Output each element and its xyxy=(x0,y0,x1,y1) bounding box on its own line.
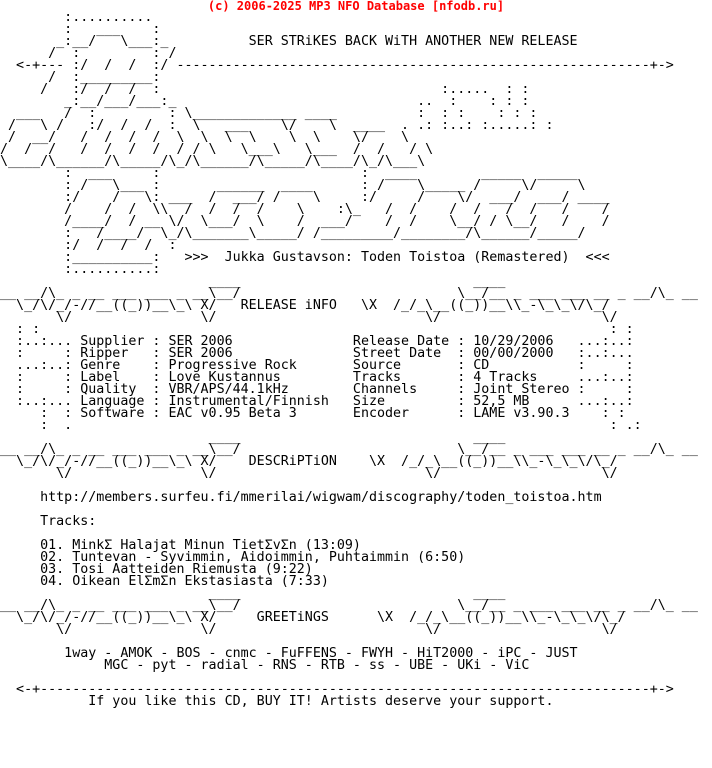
nfo-line: : : : : xyxy=(0,322,634,337)
nfo-line: ____ ____ xyxy=(0,586,506,601)
nfo-line: : ___ : : ____ _____ _____ xyxy=(0,166,578,181)
nfo-line: / :_________: xyxy=(0,70,161,85)
nfo-line: / :/ / / : :..... : : xyxy=(0,82,530,97)
nfo-line: __ __/\_ _ __ ___ ___ _ __\__/ \__/__ _ ___ ___ __ _ __/\_ __ xyxy=(0,598,698,613)
nfo-line: 02. Tuntevan - Syvimmin, Aidoimmin, Puhtaimmin (6:50) xyxy=(0,550,466,565)
nfo-line: \_/\/_/-//__((_))__\_\ X/ RELEASE iNFO \X /_/_\__((_))__\\_-\_\_\/\_/ xyxy=(0,298,610,313)
nfo-line: /____/ / __ \/ \___/ \ / ___/ / / \__/ / \__/ / / xyxy=(0,214,610,229)
nfo-line: \/ \/ \/ \/ xyxy=(0,622,618,637)
nfo-line: : /____/ \_/\_______\_____/ /_________/________/\______/_____/ xyxy=(0,226,586,241)
nfo-line: : : Software : EAC v0.95 Beta 3 Encoder : LAME v3.90.3 : : xyxy=(0,406,626,421)
nfo-line: __ __/\_ _ __ ___ ___ _ __\__/ \__/__ _ ___ ___ __ _ __/\_ __ xyxy=(0,442,698,457)
nfo-line: \/ \/ \/ \/ xyxy=(0,466,618,481)
nfo-line: \_/\/_/-//__((_))__\_\ X/ GREETiNGS \X /_/_\__((_))__\\_-\_\_\/\_/ xyxy=(0,610,626,625)
site-header: (c) 2006-2025 MP3 NFO Database [nfodb.ru] xyxy=(207,0,505,13)
nfo-line: 01. MinkΣ Halajat Minun TietΣvΣn (13:09) xyxy=(0,538,361,553)
nfo-line: :.......... xyxy=(0,10,153,25)
nfo-line: :..:... Language : Instrumental/Finnish Size : 52,5 MB ...:..: xyxy=(0,394,634,409)
nfo-line: _:__/___/___:_ .. : : : : xyxy=(0,94,530,109)
nfo-line: <-+----------------------------------------------------------------------------+-> xyxy=(0,682,674,697)
nfo-line: http://members.surfeu.fi/mmerilai/wigwam/discography/toden_toistoa.htm xyxy=(0,490,602,505)
nfo-line: ...:..: Genre : Progressive Rock Source : CD : : xyxy=(0,358,634,373)
nfo-line: :/ / / / : xyxy=(0,238,177,253)
nfo-line: ___ / : : \_____________ ____ : : : : : : xyxy=(0,106,538,121)
nfo-line: 04. Oikean ElΣmΣn Ekstasiasta (7:33) xyxy=(0,574,329,589)
nfo-line: / / / / / / / / / \ \___\ \___ / / / \ xyxy=(0,142,434,157)
nfo-line: _:__/ \___:_ SER STRiKES BACK WiTH ANOTHER NEW RELEASE xyxy=(0,34,578,49)
nfo-line: / / / \\ / / / / \ :\_ / / / / / / / / xyxy=(0,202,610,217)
nfo-line: : : Label : Love Kustannus Tracks : 4 Tracks ...:..: xyxy=(0,370,634,385)
nfo-line: :/ / \: ___ / ___/ / \ :/ / \/ ___/ ___/ ____ xyxy=(0,190,610,205)
nfo-line: If you like this CD, BUY IT! Artists deserve your support. xyxy=(0,694,554,709)
nfo-line: / : : / xyxy=(0,46,177,61)
nfo-line: :..:... Supplier : SER 2006 Release Date : 10/29/2006 ...:..: xyxy=(0,334,634,349)
nfo-line: 03. Tosi Aatteiden Riemusta (9:22) xyxy=(0,562,313,577)
nfo-text xyxy=(0,12,698,708)
nfo-line: / \ / :/ / / : \ ___ \/ \ ____ . .: :..: :.....: : xyxy=(0,118,554,133)
nfo-line: \/ \/ \/ \/ xyxy=(0,310,618,325)
nfo-line: :..........: xyxy=(0,262,161,277)
nfo-line: 1way - AMOK - BOS - cnmc - FuFFENS - FWYH - HiT2000 - iPC - JUST xyxy=(0,646,578,661)
nfo-line: __ __/\_ _ __ ___ ___ _ __\__/ \__/__ _ ___ ___ __ _ __/\_ __ xyxy=(0,286,698,301)
nfo-line: :__________: >>> Jukka Gustavson: Toden Toistoa (Remastered) <<< xyxy=(0,250,610,265)
nfo-line: \_/\/_/-//__((_))__\_\ X/ DESCRiPTiON \X /_/_\__((_))__\\_-\_\_\/\_/ xyxy=(0,454,618,469)
nfo-line: \____/\______/\_____/\_/\______/\_____/\____/\_/\___\ xyxy=(0,154,426,169)
nfo-line: Tracks: xyxy=(0,514,97,529)
nfo-line: / __/ / / / / \ \ \ \ \ \ \/ \ xyxy=(0,130,410,145)
nfo-line: : / \___ : ______ ____ : / \_____ / \/ \ xyxy=(0,178,586,193)
nfo-line: MGC - pyt - radial - RNS - RTB - ss - UBE - UKi - ViC xyxy=(0,658,530,673)
nfo-line: : : Quality : VBR/APS/44.1kHz Channels : Joint Stereo : : xyxy=(0,382,634,397)
nfo-line: <-+--- :/ / / :/ -----------------------------------------------------------+-> xyxy=(0,58,674,73)
nfo-line: : ___ : xyxy=(0,22,161,37)
nfo-line: : . : .: xyxy=(0,418,642,433)
nfo-line: : : Ripper : SER 2006 Street Date : 00/00/2000 :..:... xyxy=(0,346,634,361)
nfo-line: ____ ____ xyxy=(0,274,506,289)
nfo-line: ____ ____ xyxy=(0,430,506,445)
